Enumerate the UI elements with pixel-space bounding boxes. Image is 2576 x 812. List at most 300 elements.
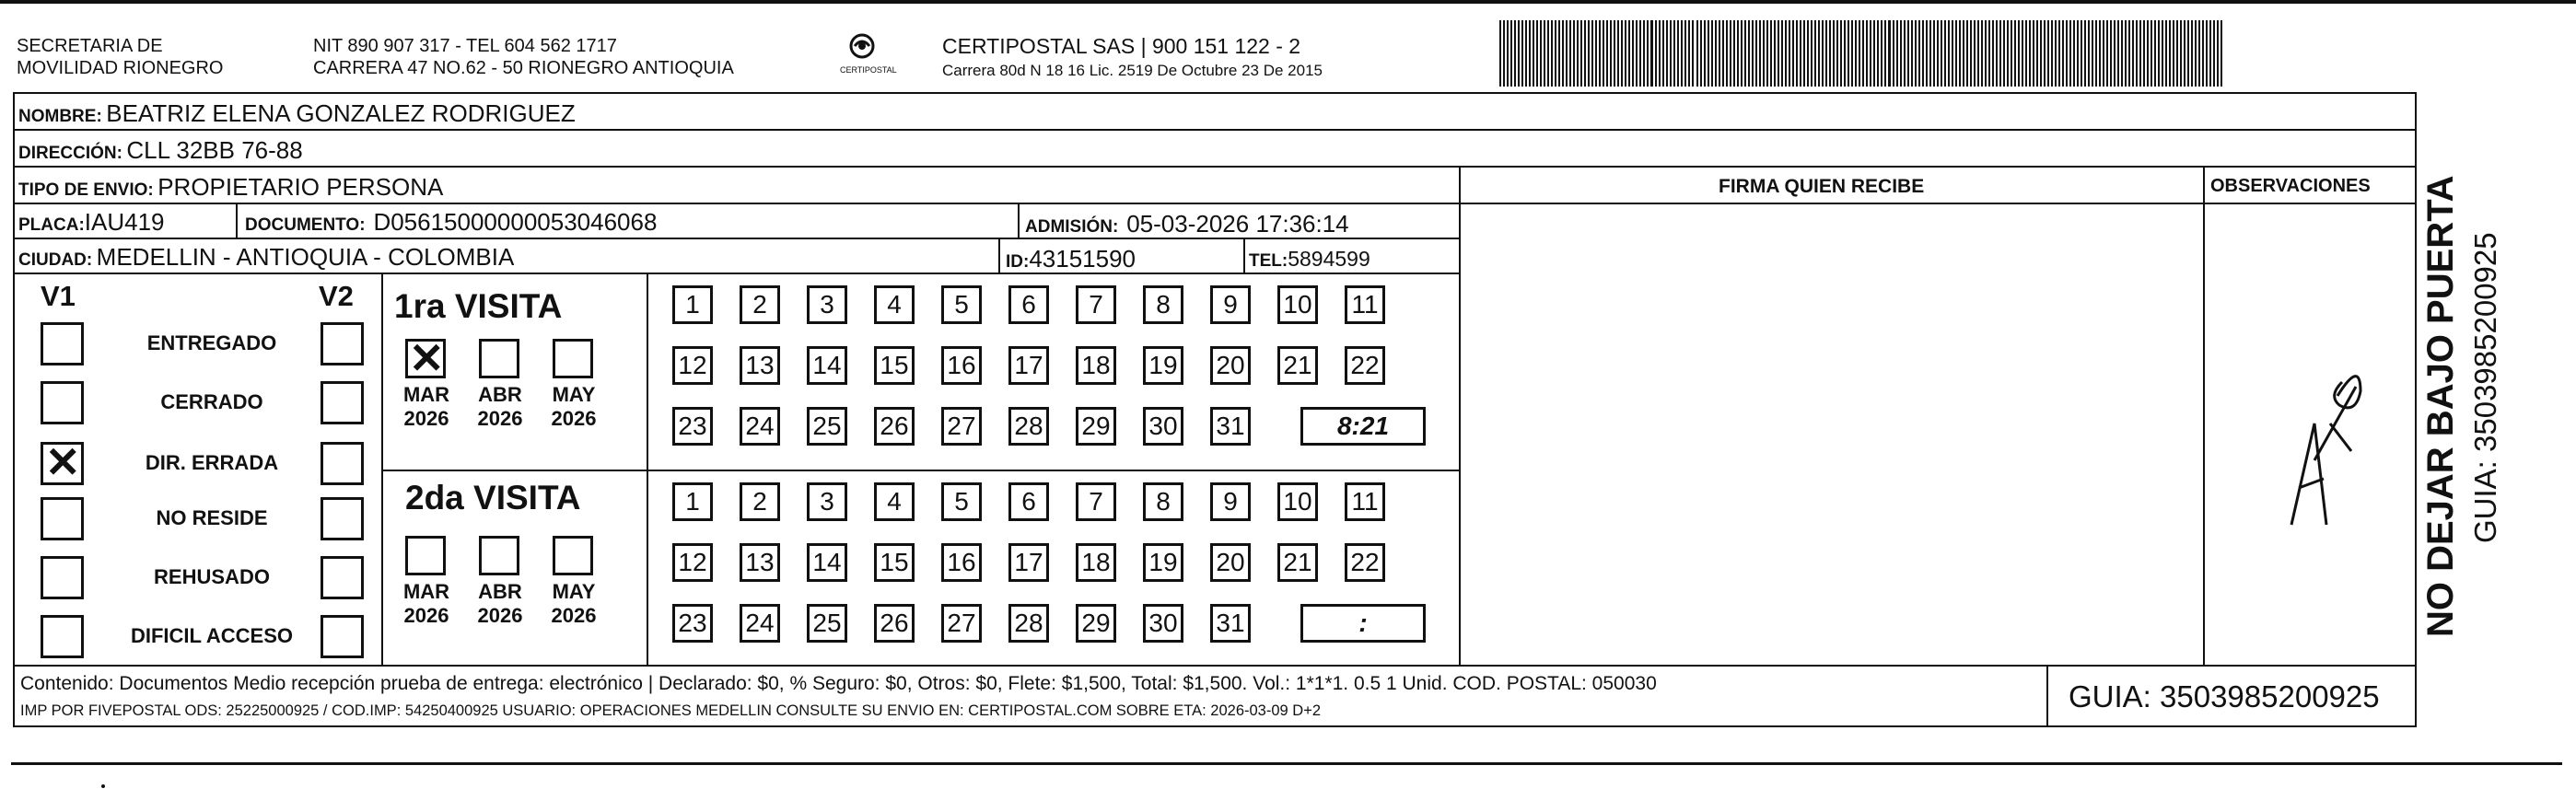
barcode-bar [1606,20,1608,87]
visit-divider [647,273,648,665]
barcode-bar [2022,20,2023,87]
second-visit-day-box[interactable]: 19 [1143,543,1183,582]
second-visit-day-box[interactable]: 30 [1143,604,1183,643]
barcode-bar [2162,20,2163,87]
month-label: MAR [402,383,450,406]
id-row [1006,247,1136,271]
ciudad-value: MEDELLIN - ANTIOQUIA - COLOMBIA [96,243,515,271]
barcode-bar [1974,20,1976,87]
second-visit-day-box[interactable]: 15 [874,543,915,582]
check-mark-icon: ✕ [45,438,81,486]
first-visit-day-box[interactable]: 29 [1076,407,1116,446]
certipostal-logo [838,31,903,79]
first-visit-day-box[interactable]: 18 [1076,346,1116,385]
barcode-bar [2176,20,2178,87]
first-visit-day-box[interactable]: 11 [1345,285,1385,324]
barcode-bar [1748,20,1750,87]
barcode-bar [1580,20,1582,87]
barcode-bar [1673,20,1675,87]
barcode-bar [1963,20,1964,87]
barcode-bar [2125,20,2127,87]
second-visit-day-box[interactable]: 26 [874,604,915,643]
no-dejar-text: NO DEJAR BAJO PUERTA [2420,175,2461,637]
row-divider [13,129,2417,131]
barcode-bar [1818,20,1820,87]
second-visit-day-box[interactable]: 17 [1008,543,1049,582]
year-label: 2026 [477,407,523,430]
barcode-bar [1525,20,1527,87]
second-visit-day-box[interactable]: 12 [672,543,713,582]
barcode-bar [2066,20,2068,87]
first-visit-day-box[interactable]: 4 [874,285,915,324]
sender-address: CARRERA 47 NO.62 - 50 RIONEGRO ANTIOQUIA [313,58,734,78]
barcode-bar [2147,20,2149,87]
barcode-bar [2018,20,2020,87]
barcode-bar [1952,20,1953,87]
barcode-bar [1847,20,1849,87]
barcode-bar [1896,20,1898,87]
barcode-bar [1859,20,1860,87]
v1-checkbox[interactable] [41,556,84,599]
barcode-bar [1948,20,1950,87]
barcode-bar [2128,20,2130,87]
documento-value: D05615000000053046068 [373,208,658,236]
barcode-bar [2069,20,2071,87]
barcode-bar [2058,20,2060,87]
barcode-bar [2184,20,2186,87]
barcode-bar [1544,20,1545,87]
first-visit-day-box[interactable]: 15 [874,346,915,385]
barcode-bar [2117,20,2119,87]
top-rule [0,0,2576,4]
barcode-bar [1625,20,1626,87]
barcode-bar [1547,20,1549,87]
first-visit-day-box[interactable]: 24 [740,407,780,446]
barcode-bar [1715,20,1717,87]
first-visit-day-box[interactable]: 5 [941,285,982,324]
barcode-bar [1741,20,1743,87]
sender-nit: NIT 890 907 317 - TEL 604 562 1717 [313,36,617,56]
barcode-bar [1966,20,1968,87]
barcode-bar [1595,20,1597,87]
barcode-bar [1733,20,1735,87]
barcode-bar [1636,20,1638,87]
second-visit-month-checkbox[interactable] [405,536,446,575]
first-visit-day-box[interactable]: 8 [1143,285,1183,324]
second-visit-day-box[interactable]: 21 [1277,543,1318,582]
barcode-bar [1662,20,1664,87]
first-visit-title: 1ra VISITA [394,287,563,325]
year-label: 2026 [551,407,597,430]
second-visit-day-box[interactable]: 4 [874,482,915,521]
barcode-bar [1959,20,1961,87]
second-visit-day-box[interactable]: 27 [941,604,982,643]
barcode-bar [1955,20,1957,87]
barcode-bar [2136,20,2138,87]
first-visit-day-box[interactable]: 10 [1277,285,1318,324]
second-visit-day-box[interactable]: 31 [1210,604,1251,643]
barcode-bar [1836,20,1838,87]
logo-text: CERTIPOSTAL [840,65,897,75]
direccion-label: DIRECCIÓN: [18,144,122,163]
first-visit-day-box[interactable]: 23 [672,407,713,446]
barcode-bar [1719,20,1720,87]
second-visit-time-box[interactable]: : [1300,604,1426,643]
barcode-bar [1781,20,1783,87]
sender-name-line1: SECRETARIA DE [17,36,163,56]
bottom-rule [11,762,2562,765]
barcode-bar [1985,20,1987,87]
first-visit-day-box[interactable]: 25 [807,407,847,446]
first-visit-month-checkbox[interactable] [553,339,593,378]
barcode-bar [1704,20,1706,87]
first-visit-day-box[interactable]: 27 [941,407,982,446]
barcode-bar [1822,20,1824,87]
barcode-bar [1829,20,1831,87]
barcode-bar [1981,20,1983,87]
barcode-bar [1566,20,1568,87]
barcode-bar [1755,20,1757,87]
status-label: REHUSADO [154,565,270,588]
cell-divider [2046,665,2048,727]
barcode-bar [2099,20,2101,87]
courier-license: Carrera 80d N 18 16 Lic. 2519 De Octubre 23 De 2015 [942,62,1323,79]
barcode-bar [2195,20,2197,87]
barcode-bar [1584,20,1586,87]
v1-checkbox[interactable] [41,615,84,658]
barcode-bar [1632,20,1634,87]
barcode-bar [1770,20,1772,87]
barcode-bar [1814,20,1816,87]
visit-divider [381,470,1459,471]
barcode-bar [1533,20,1534,87]
barcode-bar [2165,20,2167,87]
first-visit-day-box[interactable]: 7 [1076,285,1116,324]
barcode-bar [1692,20,1694,87]
barcode-bar [1510,20,1512,87]
barcode-bar [2187,20,2189,87]
second-visit-day-box[interactable]: 13 [740,543,780,582]
row-divider [13,665,2417,667]
barcode-bar [1737,20,1739,87]
first-visit-day-box[interactable]: 2 [740,285,780,324]
month-label: MAR [402,580,450,603]
barcode-bar [2073,20,2075,87]
barcode-bar [2007,20,2009,87]
month-label: MAY [552,383,596,406]
first-visit-day-box[interactable]: 26 [874,407,915,446]
documento-label: DOCUMENTO: [245,215,366,235]
barcode-bar [2217,20,2219,87]
first-visit-day-box[interactable]: 1 [672,285,713,324]
barcode-bar [2143,20,2145,87]
barcode-bar [1643,20,1645,87]
id-label: ID: [1006,252,1030,272]
barcode-bar [1621,20,1623,87]
barcode-bar [2044,20,2046,87]
row-divider [2203,203,2417,204]
ciudad-label: CIUDAD: [18,250,93,270]
first-visit-day-box[interactable]: 3 [807,285,847,324]
v1-checkbox[interactable] [41,322,84,365]
barcode-bar [2202,20,2204,87]
tipo-label: TIPO DE ENVIO: [18,180,154,200]
second-visit-day-box[interactable]: 1 [672,482,713,521]
direccion-value: CLL 32BB 76-88 [126,136,303,164]
nombre-value: BEATRIZ ELENA GONZALEZ RODRIGUEZ [106,99,576,127]
barcode-bar [2029,20,2031,87]
barcode-bar [1870,20,1871,87]
barcode-bar [2114,20,2116,87]
first-visit-time-box[interactable]: 8:21 [1300,407,1426,446]
barcode-bar [2003,20,2005,87]
barcode-bar [1803,20,1805,87]
barcode-bar [1907,20,1909,87]
barcode-bar [2088,20,2090,87]
second-visit-day-box[interactable]: 8 [1143,482,1183,521]
admision-label: ADMISIÓN: [1025,217,1119,237]
year-label: 2026 [403,407,449,430]
second-visit-day-box[interactable]: 20 [1210,543,1251,582]
barcode-bar [2040,20,2042,87]
barcode-bar [1800,20,1801,87]
barcode-bar [1551,20,1553,87]
barcode-bar [1521,20,1523,87]
barcode-bar [1866,20,1868,87]
barcode-bar [1730,20,1731,87]
second-visit-day-box[interactable]: 22 [1345,543,1385,582]
barcode-bar [1677,20,1679,87]
v2-checkbox[interactable] [321,615,364,658]
v1-label: V1 [41,280,76,312]
second-visit-month-checkbox[interactable] [479,536,519,575]
barcode-bar [1877,20,1879,87]
barcode-bar [2220,20,2222,87]
second-visit-day-box[interactable]: 7 [1076,482,1116,521]
barcode-bar [1573,20,1575,87]
nombre-label: NOMBRE: [18,107,102,126]
barcode-bar [1807,20,1809,87]
barcode-bar [2092,20,2093,87]
stray-mark [101,784,105,788]
barcode-bar [2084,20,2086,87]
tipo-value: PROPIETARIO PERSONA [157,173,444,201]
barcode-bar [2033,20,2034,87]
first-visit-day-box[interactable]: 21 [1277,346,1318,385]
v2-checkbox[interactable] [321,322,364,365]
nombre-row [18,101,576,125]
barcode-bar [1655,20,1657,87]
second-visit-month-checkbox[interactable] [553,536,593,575]
barcode-bar [1862,20,1864,87]
barcode-bar [2081,20,2082,87]
second-visit-day-box[interactable]: 6 [1008,482,1049,521]
barcode-bar [1752,20,1754,87]
barcode-bar [1684,20,1686,87]
placa-label: PLACA: [18,215,85,235]
month-label: ABR [478,580,522,603]
first-visit-month-checkbox[interactable] [479,339,519,378]
barcode-bar [1610,20,1612,87]
v2-label: V2 [319,280,354,312]
second-visit-day-box[interactable]: 5 [941,482,982,521]
v1-checkbox[interactable] [41,497,84,540]
barcode-bar [1744,20,1746,87]
barcode-bar [2173,20,2174,87]
second-visit-day-box[interactable]: 25 [807,604,847,643]
row-divider [13,166,2417,168]
second-visit-day-box[interactable]: 29 [1076,604,1116,643]
year-label: 2026 [403,604,449,627]
barcode-bar [1603,20,1604,87]
barcode-bar [1555,20,1556,87]
cell-divider [1018,203,1020,238]
first-visit-day-box[interactable]: 17 [1008,346,1049,385]
cell-divider [998,238,1000,273]
barcode-bar [1514,20,1516,87]
first-visit-day-box[interactable]: 6 [1008,285,1049,324]
barcode-bar [1915,20,1917,87]
barcode-bar [1529,20,1531,87]
v1-checkbox[interactable] [41,381,84,424]
barcode-bar [1639,20,1641,87]
first-visit-day-box[interactable]: 9 [1210,285,1251,324]
courier-name: CERTIPOSTAL SAS | 900 151 122 - 2 [942,34,1301,58]
barcode-bar [1840,20,1842,87]
cell-divider [236,203,238,238]
second-visit-day-box[interactable]: 18 [1076,543,1116,582]
barcode-bar [1789,20,1790,87]
first-visit-day-box[interactable]: 19 [1143,346,1183,385]
guia-footer: GUIA: 3503985200925 [2069,679,2380,713]
second-visit-day-box[interactable]: 9 [1210,482,1251,521]
second-visit-day-box[interactable]: 11 [1345,482,1385,521]
v2-checkbox[interactable] [321,497,364,540]
barcode-bar [1944,20,1946,87]
v2-checkbox[interactable] [321,556,364,599]
barcode-bar [1999,20,2001,87]
barcode-bar [1873,20,1875,87]
imp-line: IMP POR FIVEPOSTAL ODS: 25225000925 / COD.IMP: 54250400925 USUARIO: OPERACIONES MEDELLIN CONSULTE SU ENVIO EN: CERTIPOSTAL.COM SOBRE ETA: 2026-03-09 D+2 [20,702,1322,719]
barcode-bar [1778,20,1779,87]
month-label: ABR [478,383,522,406]
barcode-bar [1499,20,1501,87]
observaciones-signature [2273,350,2374,534]
barcode-bar [2051,20,2053,87]
barcode-bar [2103,20,2104,87]
barcode-bar [1996,20,1998,87]
first-visit-day-box[interactable]: 31 [1210,407,1251,446]
second-visit-day-box[interactable]: 3 [807,482,847,521]
barcode-bar [1851,20,1853,87]
tipo-row [18,175,443,199]
barcode-bar [2158,20,2160,87]
barcode-bar [1785,20,1787,87]
barcode-bar [2209,20,2211,87]
tel-label: TEL: [1249,251,1288,271]
contenido-line: Contenido: Documentos Medio recepción prueba de entrega: electrónico | Declarado: $0, % Seguro: $0, Otros: $0, Flete: $1,500, Total: $1,500. Vol.: 1*1*1. 0.5 1 Unid. COD. POSTAL: 050030 [20,673,1657,694]
barcode-bar [1708,20,1709,87]
barcode-bar [1988,20,1990,87]
first-visit-day-box[interactable]: 14 [807,346,847,385]
barcode-bar [1599,20,1601,87]
barcode-bar [1681,20,1683,87]
second-visit-day-box[interactable]: 28 [1008,604,1049,643]
second-visit-day-box[interactable]: 23 [672,604,713,643]
barcode-bar [2213,20,2215,87]
barcode-bar [1696,20,1698,87]
barcode-bar [1763,20,1765,87]
barcode-bar [1893,20,1894,87]
barcode-bar [1937,20,1939,87]
barcode-bar [1617,20,1619,87]
second-visit-day-box[interactable]: 2 [740,482,780,521]
barcode-bar [1933,20,1935,87]
barcode-bar [2206,20,2208,87]
barcode-bar [1591,20,1593,87]
barcode-bar [2095,20,2097,87]
barcode-bar [1811,20,1813,87]
barcode-bar [1540,20,1542,87]
barcode-bar [1518,20,1520,87]
first-visit-day-box[interactable]: 12 [672,346,713,385]
first-visit-day-box[interactable]: 22 [1345,346,1385,385]
first-visit-day-box[interactable]: 16 [941,346,982,385]
first-visit-day-box[interactable]: 13 [740,346,780,385]
barcode-bar [2121,20,2123,87]
barcode-bar [1922,20,1924,87]
row-divider [13,203,2417,204]
cell-divider [1459,166,1461,665]
status-label: NO RESIDE [156,506,268,529]
barcode-bar [2139,20,2141,87]
side-guia-value: GUIA: 3503985200925 [2468,232,2502,543]
tel-value: 5894599 [1288,247,1370,271]
v2-checkbox[interactable] [321,381,364,424]
barcode-bar [1628,20,1630,87]
row-divider [13,238,1459,239]
first-visit-day-box[interactable]: 28 [1008,407,1049,446]
barcode-bar [2077,20,2079,87]
second-visit-day-box[interactable]: 14 [807,543,847,582]
second-visit-day-box[interactable]: 24 [740,604,780,643]
barcode-bar [2191,20,2193,87]
barcode-bar [1900,20,1902,87]
barcode-bar [1911,20,1913,87]
barcode-bar [1977,20,1979,87]
second-visit-day-box[interactable]: 10 [1277,482,1318,521]
side-guia-text [2470,157,2507,562]
barcode-bar [1569,20,1571,87]
barcode-bar [1726,20,1728,87]
barcode-bar [2025,20,2027,87]
barcode-bar [1614,20,1615,87]
barcode-bar [1766,20,1768,87]
year-label: 2026 [551,604,597,627]
barcode-bar [2169,20,2171,87]
barcode-bar [1536,20,1538,87]
v2-checkbox[interactable] [321,442,364,485]
barcode-bar [1588,20,1590,87]
second-visit-day-box[interactable]: 16 [941,543,982,582]
first-visit-day-box[interactable]: 30 [1143,407,1183,446]
barcode-bar [1941,20,1942,87]
barcode-bar [1844,20,1846,87]
barcode-bar [1888,20,1891,87]
barcode-bar [1700,20,1702,87]
first-visit-day-box[interactable]: 20 [1210,346,1251,385]
barcode-bar [2047,20,2049,87]
